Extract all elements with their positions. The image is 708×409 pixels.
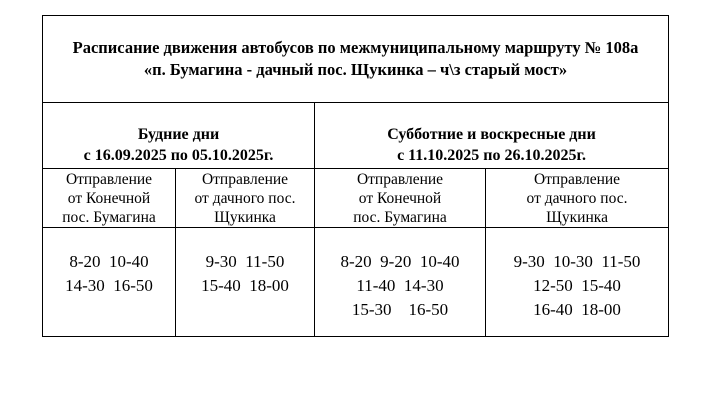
title-row bbox=[43, 16, 669, 103]
title-line-1: Расписание движения автобусов по межмуниципальному маршруту № 108а bbox=[72, 38, 639, 57]
title-line-2: «п. Бумагина - дачный пос. Щукинка – ч\з старый мост» bbox=[143, 60, 568, 79]
time-line: 9-30 11-50 bbox=[205, 252, 285, 271]
period-weekdays bbox=[43, 103, 315, 169]
time-line: 8-20 9-20 10-40 bbox=[340, 252, 460, 271]
time-line: 14-30 16-50 bbox=[65, 276, 153, 295]
period-row bbox=[43, 103, 669, 169]
direction-line: от Конечной bbox=[67, 190, 151, 207]
period-dates: с 11.10.2025 по 26.10.2025г. bbox=[397, 147, 586, 164]
direction-line: Отправление bbox=[201, 171, 289, 188]
times-weekday-from-shchukinka bbox=[176, 228, 315, 337]
times-weekend-from-shchukinka bbox=[486, 228, 669, 337]
direction-line: пос. Бумагина bbox=[62, 209, 156, 226]
time-line: 9-30 10-30 11-50 bbox=[513, 252, 641, 271]
time-line: 8-20 10-40 bbox=[69, 252, 149, 271]
time-line: 15-40 18-00 bbox=[201, 276, 289, 295]
direction-line: пос. Бумагина bbox=[353, 209, 447, 226]
direction-line: от дачного пос. bbox=[194, 190, 296, 207]
direction-weekend-from-bumagina bbox=[315, 169, 486, 228]
direction-line: Отправление bbox=[533, 171, 621, 188]
direction-line: от дачного пос. bbox=[526, 190, 628, 207]
direction-weekend-from-shchukinka bbox=[486, 169, 669, 228]
times-weekend-from-bumagina bbox=[315, 228, 486, 337]
direction-weekday-from-shchukinka bbox=[176, 169, 315, 228]
times-weekday-from-bumagina bbox=[43, 228, 176, 337]
time-line: 15-30 16-50 bbox=[351, 300, 449, 319]
time-line: 12-50 15-40 bbox=[533, 276, 621, 295]
time-line: 11-40 14-30 bbox=[356, 276, 444, 295]
schedule-title bbox=[43, 16, 669, 103]
period-dates: с 16.09.2025 по 05.10.2025г. bbox=[83, 147, 274, 164]
times-row bbox=[43, 228, 669, 337]
direction-weekday-from-bumagina bbox=[43, 169, 176, 228]
period-label: Будние дни bbox=[137, 126, 220, 143]
direction-line: Щукинка bbox=[214, 209, 276, 226]
direction-line: от Конечной bbox=[358, 190, 442, 207]
direction-line: Отправление bbox=[65, 171, 153, 188]
period-label: Субботние и воскресные дни bbox=[387, 126, 596, 143]
direction-row bbox=[43, 169, 669, 228]
direction-line: Отправление bbox=[356, 171, 444, 188]
period-weekends bbox=[315, 103, 669, 169]
direction-line: Щукинка bbox=[546, 209, 608, 226]
time-line: 16-40 18-00 bbox=[533, 300, 621, 319]
schedule-table bbox=[42, 15, 669, 337]
